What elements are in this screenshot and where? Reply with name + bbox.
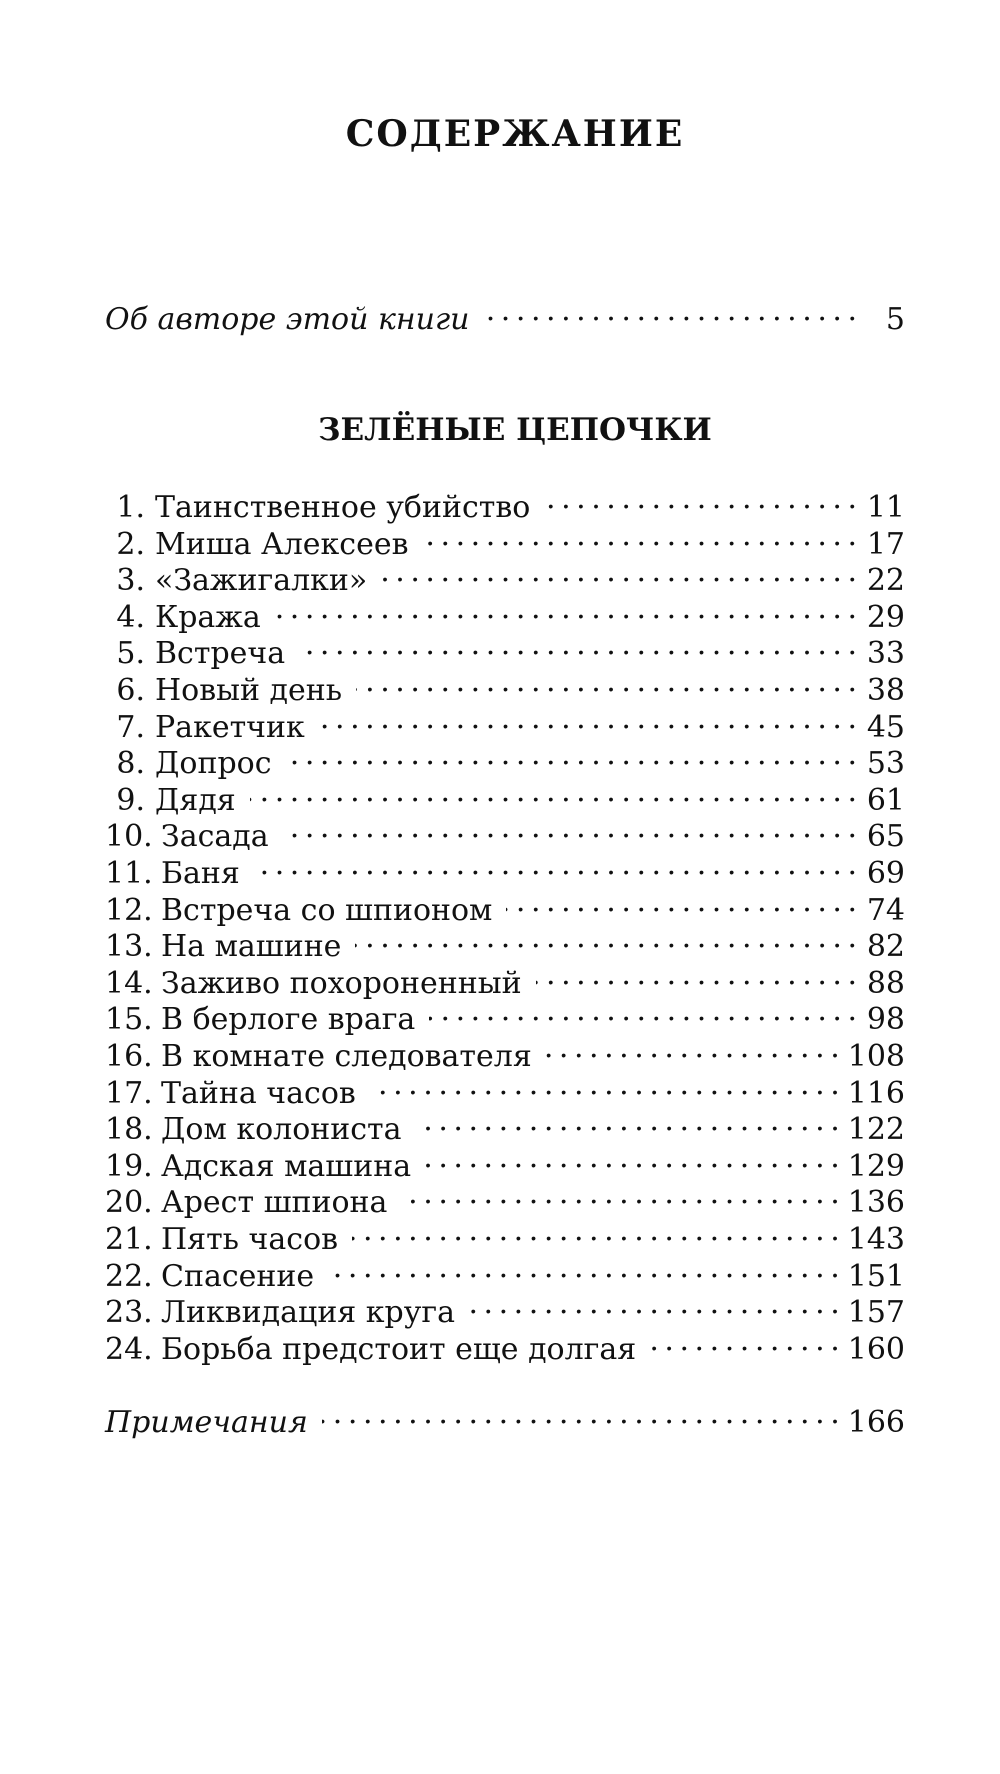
chapter-number: 1. [116,490,145,525]
chapter-title: В комнате следователя [161,1039,532,1074]
chapter-page: 98 [866,1002,905,1038]
chapter-title: Спасение [161,1258,315,1294]
chapter-number: 13. [105,929,153,965]
dot-leader [425,1139,838,1176]
chapter-number: 19. [105,1148,153,1184]
dot-leader [546,1029,838,1066]
dot-leader [544,480,855,517]
chapter-title: Дом колониста [161,1112,402,1148]
dot-leader [506,883,855,920]
chapter-title: Тайна часов [161,1075,356,1111]
dot-leader [283,809,855,846]
chapter-title: Таинственное убийство [155,490,531,525]
chapter-number: 2. [116,526,145,562]
chapter-page: 17 [866,526,905,562]
dot-leader [328,1249,838,1286]
chapter-page: 160 [847,1331,905,1367]
chapter-title: Встреча [155,636,286,672]
chapter-number: 21. [105,1222,153,1257]
dot-leader [250,773,855,810]
chapter-number: 5. [116,636,145,672]
dot-leader [469,1285,838,1322]
page-title: СОДЕРЖАНИЕ [345,113,685,155]
chapter-page: 143 [847,1222,905,1257]
chapter-number: 12. [105,892,153,928]
chapter-number: 15. [105,1002,153,1038]
chapter-page: 122 [847,1112,905,1148]
chapter-page: 33 [866,636,905,672]
chapter-page: 88 [866,965,905,1001]
chapter-page: 22 [866,563,905,599]
dot-leader [401,1175,837,1212]
chapter-title: Засада [161,819,269,855]
chapter-number: 7. [116,709,145,745]
chapter-number: 9. [116,782,145,818]
toc-entry-notes[interactable] [105,1395,905,1441]
dot-leader [381,553,855,590]
chapter-number: 16. [105,1039,153,1074]
dot-leader [370,1066,838,1103]
chapter-number: 4. [116,599,145,635]
chapter-page: 69 [866,856,905,891]
chapter-title: Борьба предстоит еще долгая [161,1331,637,1367]
chapter-title: На машине [161,929,342,965]
chapter-title: Миша Алексеев [155,526,409,562]
chapter-number: 18. [105,1112,153,1148]
toc-entry-label: Примечания [105,1405,308,1440]
chapter-title: Допрос [155,746,272,782]
chapter-title: В берлоге врага [161,1002,416,1038]
toc-entry-label: Об авторе этой книги [105,302,470,337]
chapter-title: Дядя [155,782,236,818]
chapter-page: 65 [866,819,905,855]
chapter-number: 3. [116,563,145,599]
chapter-page: 108 [847,1039,905,1074]
dot-leader [322,1395,838,1432]
chapter-title: Новый день [155,673,343,708]
chapter-title: Арест шпиона [161,1185,388,1221]
chapter-page: 38 [866,673,905,708]
chapter-number: 20. [105,1185,153,1221]
chapter-page: 151 [847,1258,905,1294]
dot-leader [423,517,855,554]
chapter-number: 22. [105,1258,153,1294]
chapter-title: Заживо похороненный [161,965,522,1001]
chapter-page: 45 [866,709,905,745]
dot-leader [536,956,855,993]
dot-leader [650,1322,838,1359]
dot-leader [299,626,855,663]
dot-leader [275,590,855,627]
chapter-page: 74 [866,892,905,928]
toc-entry-page: 166 [847,1405,905,1440]
chapter-title: Пять часов [161,1222,339,1257]
toc-entry-page: 5 [885,302,905,337]
chapter-page: 157 [847,1295,905,1331]
chapter-number: 23. [105,1295,153,1331]
dot-leader [352,1212,838,1249]
chapter-page: 82 [866,929,905,965]
dot-leader [356,663,855,700]
chapter-number: 14. [105,965,153,1001]
dot-leader [355,919,855,956]
chapter-page: 129 [847,1148,905,1184]
dot-leader [483,292,855,329]
chapter-number: 17. [105,1075,153,1111]
chapter-number: 8. [116,746,145,782]
chapter-number: 10. [105,819,153,855]
toc-entry-about-author[interactable] [105,292,905,338]
chapter-title: Кража [155,599,261,635]
section-title: ЗЕЛЁНЫЕ ЦЕПОЧКИ [318,412,712,448]
chapter-page: 11 [866,490,905,525]
chapter-entry[interactable] [105,1322,905,1368]
chapter-title: Ликвидация круга [161,1295,455,1331]
chapter-page: 29 [866,599,905,635]
chapter-page: 136 [847,1185,905,1221]
chapter-page: 53 [866,746,905,782]
chapter-title: Ракетчик [155,709,305,745]
dot-leader [319,700,855,737]
chapter-number: 24. [105,1331,153,1367]
chapter-page: 116 [847,1075,905,1111]
chapter-title: «Зажигалки» [155,563,368,599]
chapter-title: Баня [161,856,240,891]
chapter-title: Встреча со шпионом [161,892,493,928]
dot-leader [429,992,855,1029]
chapter-page: 61 [866,782,905,818]
chapter-title: Адская машина [161,1148,412,1184]
dot-leader [254,846,855,883]
chapter-label [105,1331,636,1368]
chapter-number: 6. [116,673,145,708]
dot-leader [286,736,855,773]
chapter-number: 11. [105,856,153,891]
dot-leader [416,1102,838,1139]
